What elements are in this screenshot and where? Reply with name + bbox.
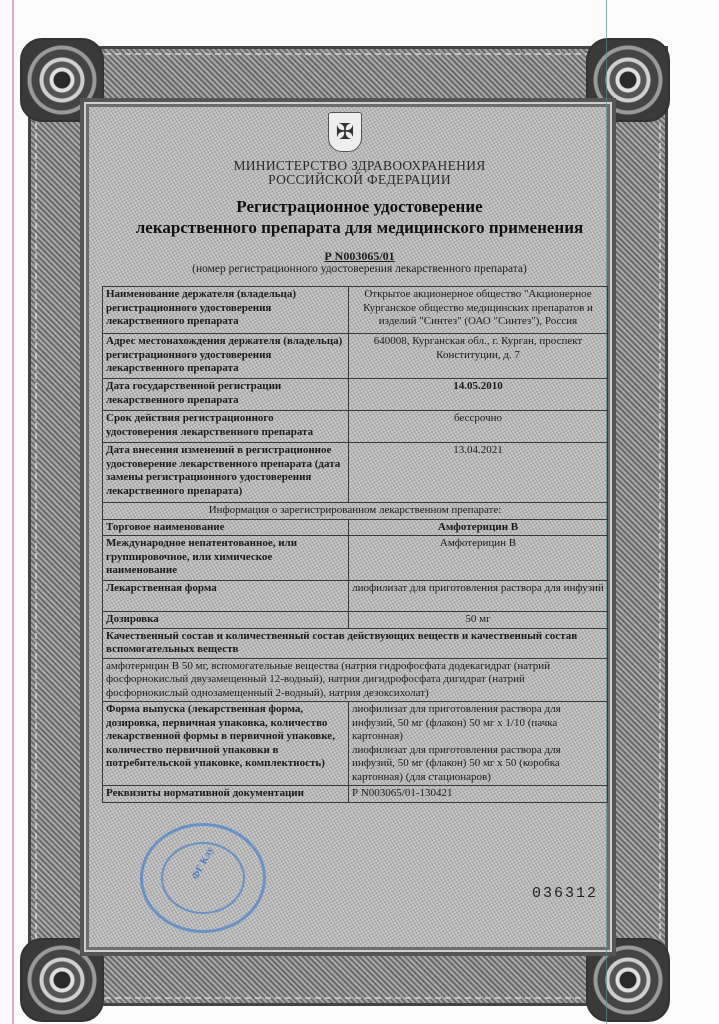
ministry-name-line2: РОССИЙСКОЙ ФЕДЕРАЦИИ xyxy=(268,172,451,187)
serial-number: 036312 xyxy=(532,885,599,902)
holder-address-value: 640008, Курганская обл., г. Курган, проспект Конституции, д. 7 xyxy=(349,334,608,379)
coat-of-arms-icon: ✠ xyxy=(328,112,362,152)
inn-label: Международное непатентованное, или группировочное, или химическое наименование xyxy=(103,536,349,581)
table-row xyxy=(103,503,608,520)
table-row xyxy=(103,287,608,334)
dosage-form-value: лиофилизат для приготовления раствора для инфузий xyxy=(349,581,608,612)
release-form-value-1: лиофилизат для приготовления раствора для инфузий, 50 мг (флакон) 50 мг x 1/10 (пачка картонная) xyxy=(352,703,561,742)
normative-docs-value: Р N003065/01-130421 xyxy=(349,786,608,803)
registration-date-value: 14.05.2010 xyxy=(349,379,608,411)
composition-value: амфотерицин В 50 мг, вспомогательные вещества (натрия гидрофосфата додекагидрат (натрий фосфорнокислый двузамещенный 12-водный), натрия дигидрофосфата дигидрат (натрий фосфорнокислый однозамещенный 2-водный), натрия дезоксихолат) xyxy=(103,658,608,702)
change-date-value: 13.04.2021 xyxy=(349,443,608,503)
table-row xyxy=(103,379,608,411)
dosage-value: 50 мг xyxy=(349,612,608,629)
official-stamp xyxy=(140,823,266,933)
validity-label: Срок действия регистрационного удостоверения лекарственного препарата xyxy=(103,411,349,443)
registration-table xyxy=(102,286,608,803)
normative-docs-label: Реквизиты нормативной документации xyxy=(103,786,349,803)
table-row xyxy=(103,628,608,658)
table-row xyxy=(103,334,608,379)
drug-info-header: Информация о зарегистрированном лекарственном препарате: xyxy=(103,503,608,520)
registration-number: Р N003065/01 xyxy=(324,249,395,263)
trade-name-value: Амфотерицин В xyxy=(349,519,608,536)
table-row xyxy=(103,519,608,536)
trade-name-label: Торговое наименование xyxy=(103,519,349,536)
validity-value: бессрочно xyxy=(349,411,608,443)
table-row xyxy=(103,612,608,629)
release-form-value xyxy=(349,702,608,786)
composition-header: Качественный состав и количественный состав действующих веществ и качественный состав вспомогательных веществ xyxy=(103,628,608,658)
document-title-line1: Регистрационное удостоверение xyxy=(236,197,483,216)
stamp-text: ФГ Клу xyxy=(189,845,217,882)
holder-address-label: Адрес местонахождения держателя (владельца) регистрационного удостоверения лекарственного препарата xyxy=(103,334,349,379)
table-row xyxy=(103,581,608,612)
inn-value: Амфотерицин В xyxy=(349,536,608,581)
table-row xyxy=(103,536,608,581)
table-row xyxy=(103,702,608,786)
registration-date-label: Дата государственной регистрации лекарственного препарата xyxy=(103,379,349,411)
holder-name-value: Открытое акционерное общество "Акционерное Курганское общество медицинских препаратов и изделий "Синтез" (ОАО "Синтез"), Россия xyxy=(349,287,608,334)
table-row xyxy=(103,443,608,503)
scan-edge-line xyxy=(12,0,14,1024)
document-title-line2: лекарственного препарата для медицинского применения xyxy=(135,218,584,237)
table-row xyxy=(103,411,608,443)
holder-name-label: Наименование держателя (владельца) регистрационного удостоверения лекарственного препарата xyxy=(103,287,349,334)
release-form-value-2: лиофилизат для приготовления раствора для инфузий, 50 мг (флакон) 50 мг x 50 (коробка картонная) (для стационаров) xyxy=(352,743,561,783)
table-row xyxy=(103,786,608,803)
change-date-label: Дата внесения изменений в регистрационное удостоверение лекарственного препарата (дата замены регистрационного удостоверения лекарственного препарата) xyxy=(103,443,349,503)
table-row xyxy=(103,658,608,702)
release-form-label: Форма выпуска (лекарственная форма, дозировка, первичная упаковка, количество лекарственной формы в первичной упаковке, количество первичной упаковки в потребительской упаковке, комплектность) xyxy=(103,702,349,786)
ministry-name-line1: МИНИСТЕРСТВО ЗДРАВООХРАНЕНИЯ xyxy=(233,158,486,173)
dosage-label: Дозировка xyxy=(103,612,349,629)
dosage-form-label: Лекарственная форма xyxy=(103,581,349,612)
registration-number-caption: (номер регистрационного удостоверения лекарственного препарата) xyxy=(192,263,527,275)
